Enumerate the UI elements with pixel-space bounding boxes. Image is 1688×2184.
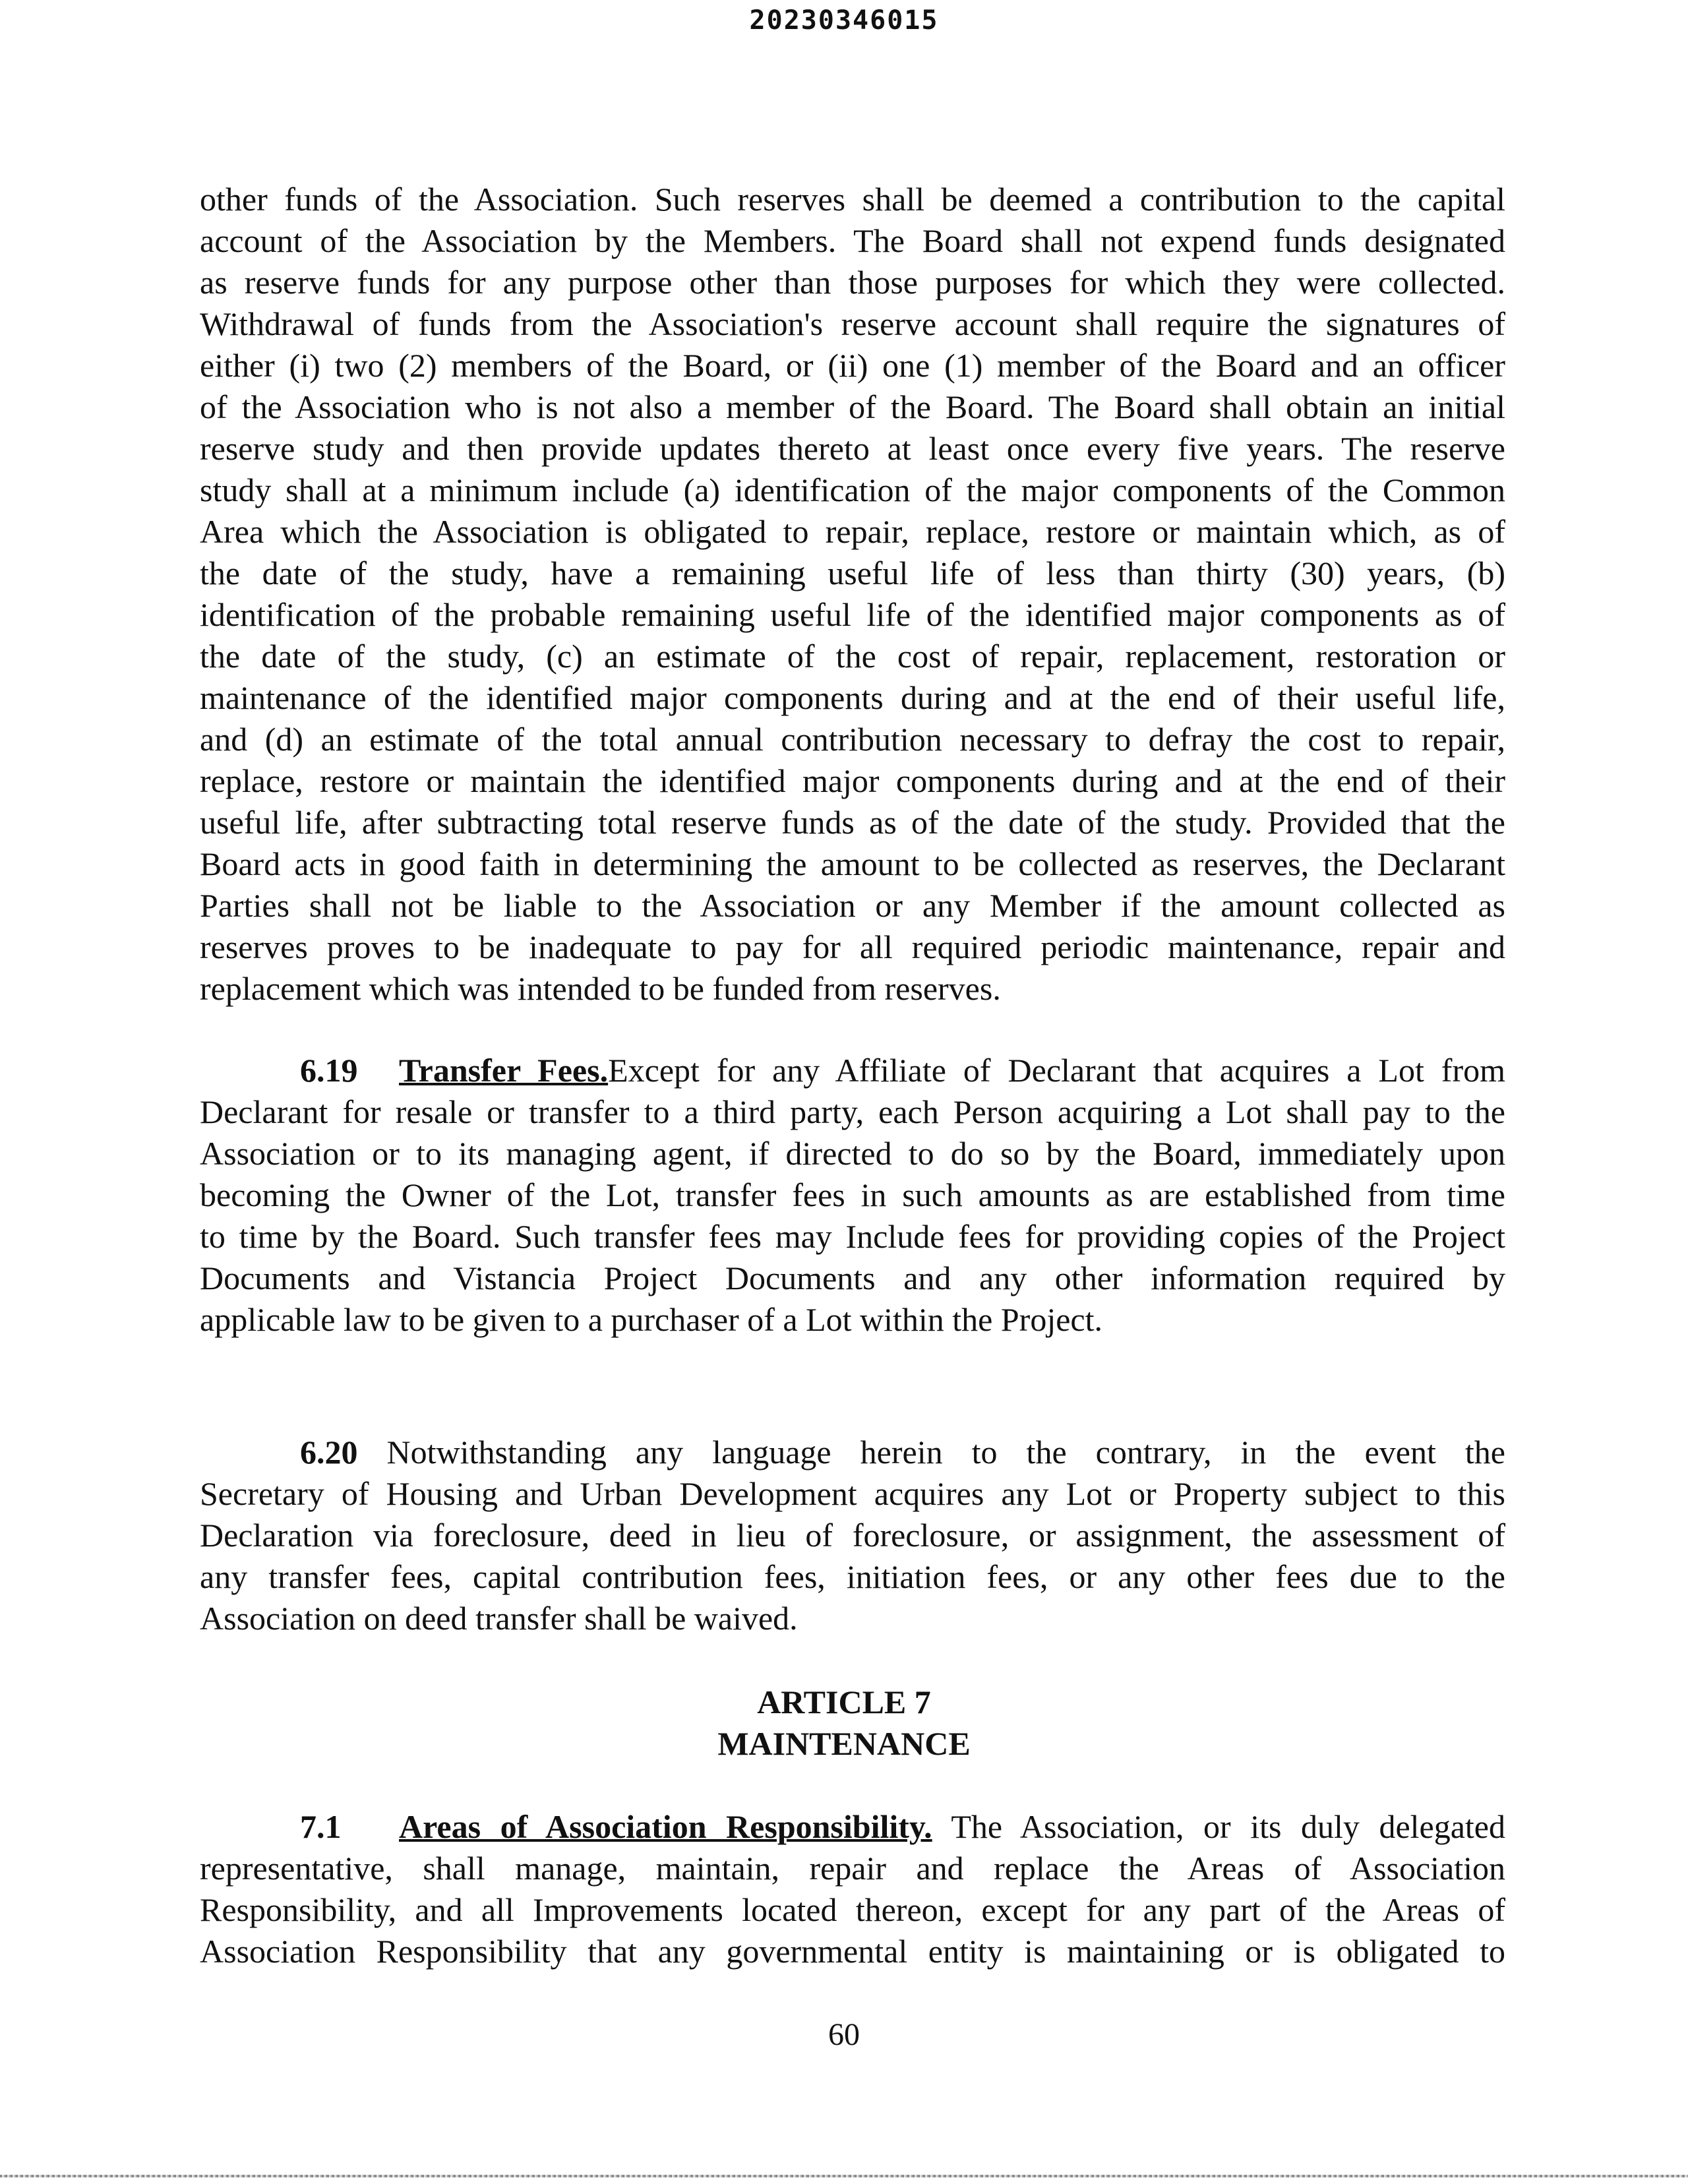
text-line: to time by the Board. Such transfer fees may Include fees for providing copies of the Project <box>200 1218 1505 1255</box>
text-line: Secretary of Housing and Urban Development acquires any Lot or Property subject to this <box>200 1475 1505 1512</box>
text-line: identification of the probable remaining useful life of the identified major components as of <box>200 596 1505 633</box>
text-line: study shall at a minimum include (a) identification of the major components of the Common <box>200 471 1505 508</box>
text-line: any transfer fees, capital contribution fees, initiation fees, or any other fees due to the <box>200 1558 1505 1595</box>
section-number: 6.20 <box>300 1434 358 1471</box>
text-line: the date of the study, (c) an estimate of the cost of repair, replacement, restoration or <box>200 638 1505 675</box>
text-line: Board acts in good faith in determining the amount to be collected as reserves, the Declarant <box>200 845 1505 882</box>
section-6-20 <box>200 1432 1505 1639</box>
section-7-1-first-line <box>200 1806 1505 1848</box>
section-heading: Transfer Fees. <box>399 1052 609 1089</box>
text-line: reserve study and then provide updates thereto at least once every five years. The reserve <box>200 430 1505 467</box>
article-subtitle: MAINTENANCE <box>717 1725 971 1762</box>
text-line: of the Association who is not also a member of the Board. The Board shall obtain an initial <box>200 388 1505 425</box>
text-line: Association Responsibility that any governmental entity is maintaining or is obligated to <box>200 1933 1505 1970</box>
section-6-19 <box>200 1050 1505 1341</box>
text-line: Parties shall not be liable to the Association or any Member if the amount collected as <box>200 887 1505 924</box>
section-number: 6.19 <box>300 1052 358 1089</box>
text-line: Association or to its managing agent, if directed to do so by the Board, immediately upon <box>200 1135 1505 1172</box>
scan-edge <box>0 2175 1688 2177</box>
text-line: applicable law to be given to a purchaser of a Lot within the Project. <box>200 1301 1102 1338</box>
reserves-paragraph <box>200 179 1505 1010</box>
section-text: Notwithstanding any language herein to the contrary, in the event the <box>386 1434 1505 1471</box>
text-line: the date of the study, have a remaining useful life of less than thirty (30) years, (b) <box>200 555 1505 592</box>
text-line: reserves proves to be inadequate to pay for all required periodic maintenance, repair and <box>200 928 1505 965</box>
text-line: Declaration via foreclosure, deed in lieu of foreclosure, or assignment, the assessment of <box>200 1517 1505 1554</box>
page-number: 60 <box>828 2017 860 2052</box>
text-line: Area which the Association is obligated to repair, replace, restore or maintain which, as of <box>200 513 1505 550</box>
text-line: other funds of the Association. Such reserves shall be deemed a contribution to the capital <box>200 181 1505 218</box>
document-number: 20230346015 <box>749 5 939 36</box>
text-line: maintenance of the identified major components during and at the end of their useful life, <box>200 679 1505 716</box>
text-line: as reserve funds for any purpose other than those purposes for which they were collected. <box>200 264 1505 301</box>
section-heading: Areas of Association Responsibility. <box>399 1808 932 1845</box>
article-title: ARTICLE 7 <box>757 1684 931 1720</box>
text-line: Association on deed transfer shall be waived. <box>200 1600 798 1637</box>
text-line: Documents and Vistancia Project Documents and any other information required by <box>200 1259 1505 1296</box>
text-line: Declarant for resale or transfer to a third party, each Person acquiring a Lot shall pay to the <box>200 1093 1505 1130</box>
section-text: The Association, or its duly delegated <box>951 1808 1505 1845</box>
text-line: replacement which was intended to be funded from reserves. <box>200 970 1001 1007</box>
text-line: Responsibility, and all Improvements located thereon, except for any part of the Areas of <box>200 1891 1505 1928</box>
section-number: 7.1 <box>300 1808 342 1845</box>
section-7-1 <box>200 1806 1505 1972</box>
text-line: and (d) an estimate of the total annual contribution necessary to defray the cost to repair, <box>200 721 1505 758</box>
text-line: representative, shall manage, maintain, repair and replace the Areas of Association <box>200 1850 1505 1887</box>
text-line: becoming the Owner of the Lot, transfer fees in such amounts as are established from time <box>200 1176 1505 1213</box>
text-line: useful life, after subtracting total reserve funds as of the date of the study. Provided that the <box>200 804 1505 841</box>
text-line: account of the Association by the Members. The Board shall not expend funds designated <box>200 222 1505 259</box>
text-line: Withdrawal of funds from the Association's reserve account shall require the signatures of <box>200 305 1505 342</box>
text-line: either (i) two (2) members of the Board, or (ii) one (1) member of the Board and an officer <box>200 347 1505 384</box>
section-6-20-first-line <box>200 1432 1505 1473</box>
text-line: replace, restore or maintain the identified major components during and at the end of their <box>200 762 1505 799</box>
section-6-19-first-line <box>200 1050 1505 1091</box>
section-text: Except for any Affiliate of Declarant that acquires a Lot from <box>608 1052 1505 1089</box>
